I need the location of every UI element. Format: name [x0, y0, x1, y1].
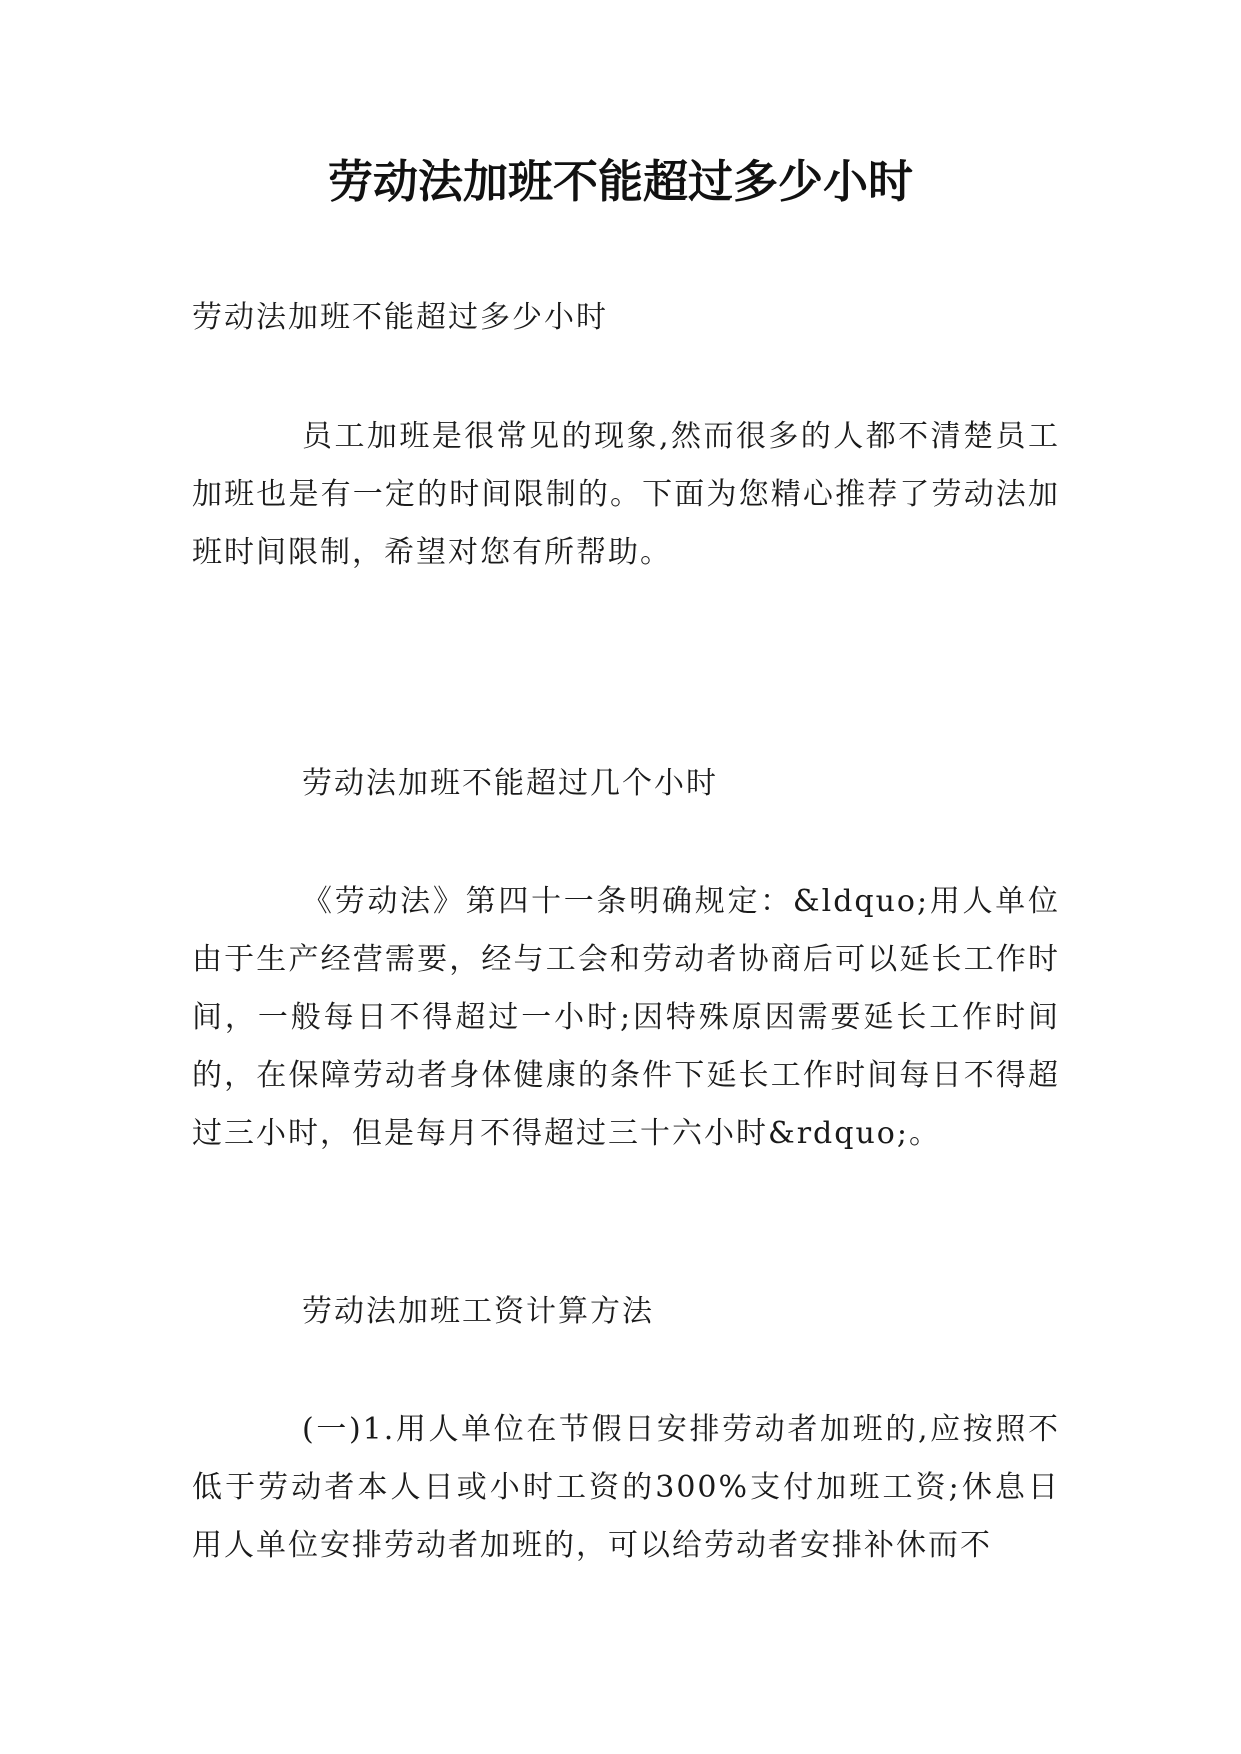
- paragraph-wage-calculation: (一)1.用人单位在节假日安排劳动者加班的,应按照不低于劳动者本人日或小时工资的300%支付加班工资;休息日用人单位安排劳动者加班的，可以给劳动者安排补休而不: [192, 1412, 1060, 1563]
- paragraph-law-article: 《劳动法》第四十一条明确规定：&ldquo;用人单位由于生产经营需要，经与工会和劳动者协商后可以延长工作时间，一般每日不得超过一小时;因特殊原因需要延长工作时间的，在保障劳动者身体健康的条件下延长工作时间每日不得超过三小时，但是每月不得超过三十六小时&rdquo;。: [192, 884, 1060, 1151]
- section-heading-hours: 劳动法加班不能超过几个小时: [302, 766, 718, 801]
- document-subtitle: 劳动法加班不能超过多少小时: [192, 300, 608, 335]
- section-heading-wage: 劳动法加班工资计算方法: [302, 1294, 654, 1329]
- document-title: 劳动法加班不能超过多少小时: [327, 155, 913, 208]
- paragraph-intro: 员工加班是很常见的现象,然而很多的人都不清楚员工加班也是有一定的时间限制的。下面为您精心推荐了劳动法加班时间限制，希望对您有所帮助。: [192, 419, 1060, 570]
